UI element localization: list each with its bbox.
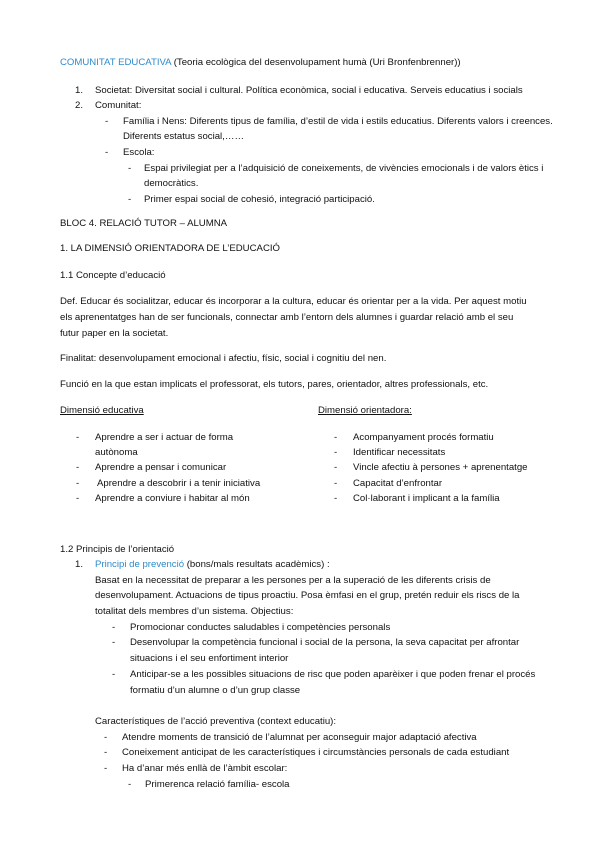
list-number: 1. <box>75 559 84 570</box>
principle-name: Principi de prevenció <box>95 559 185 570</box>
paragraph-line: Basat en la necessitat de preparar a les persones per a la superació de les diferents crisis de <box>95 575 491 586</box>
list-item: Primer espai social de cohesió, integració participació. <box>144 194 375 205</box>
dash-bullet: - <box>334 493 338 504</box>
paragraph: Finalitat: desenvolupament emocional i afectiu, físic, social i cognitiu del nen. <box>60 353 387 364</box>
principle-note: (bons/mals resultats acadèmics) : <box>184 559 330 570</box>
subheading: Característiques de l’acció preventiva (context educatiu): <box>95 716 337 727</box>
paragraph-line: totalitat dels membres d’un sistema. Objectius: <box>95 606 294 617</box>
list-number: 1. <box>75 85 84 96</box>
dimension-heading: Dimensió educativa <box>60 405 144 416</box>
list-item: Societat: Diversitat social i cultural. Política econòmica, social i educativa. Serveis educatius i socials <box>95 85 523 96</box>
section-heading: 1. LA DIMENSIÓ ORIENTADORA DE L’EDUCACIÓ <box>60 243 280 254</box>
dash-bullet: - <box>334 432 338 443</box>
dash-bullet: - <box>76 432 80 443</box>
dash-bullet: - <box>112 669 116 680</box>
bloc-heading: BLOC 4. RELACIÓ TUTOR – ALUMNA <box>60 218 228 229</box>
list-item-continued: situacions i el seu enfortiment interior <box>130 653 289 664</box>
paragraph: Funció en la que estan implicats el professorat, els tutors, pares, orientador, altres professionals, etc. <box>60 379 489 390</box>
list-number: 2. <box>75 100 84 111</box>
paragraph-line: els aprenentatges han de ser funcionals, connectar amb l’entorn dels alumnes i guardar relació amb el seu <box>60 312 514 323</box>
dash-bullet: - <box>76 462 80 473</box>
dash-bullet: - <box>334 447 338 458</box>
list-item-continued: formatiu d’un alumne o d’un grup classe <box>130 685 301 696</box>
dimension-heading: Dimensió orientadora: <box>318 405 412 416</box>
list-item: Atendre moments de transició de l’alumnat per aconseguir major adaptació afectiva <box>122 732 477 743</box>
title-highlight: COMUNITAT EDUCATIVA <box>60 57 172 68</box>
dash-bullet: - <box>104 732 108 743</box>
list-item: Capacitat d’enfrontar <box>353 478 443 489</box>
dash-bullet: - <box>128 163 132 174</box>
list-item-continued: democràtics. <box>144 178 199 189</box>
list-item: Coneixement anticipat de les característiques i circumstàncies personals de cada estudiant <box>122 747 510 758</box>
subsection-heading: 1.1 Concepte d’educació <box>60 270 166 281</box>
subsection-heading: 1.2 Principis de l’orientació <box>60 544 175 555</box>
dash-bullet: - <box>334 462 338 473</box>
paragraph-line: futur paper en la societat. <box>60 328 169 339</box>
list-item: Identificar necessitats <box>353 447 446 458</box>
list-item: Comunitat: <box>95 100 142 111</box>
list-item: Escola: <box>123 147 155 158</box>
dash-bullet: - <box>76 478 80 489</box>
list-item: Primerenca relació família- escola <box>145 779 290 790</box>
dash-bullet: - <box>128 779 132 790</box>
dash-bullet: - <box>128 194 132 205</box>
dash-bullet: - <box>112 637 116 648</box>
dash-bullet: - <box>104 747 108 758</box>
page-title <box>60 57 461 69</box>
list-item: Promocionar conductes saludables i competències personals <box>130 622 391 633</box>
list-item: Aprendre a ser i actuar de forma <box>95 432 234 443</box>
title-rest: (Teoria ecològica del desenvolupament humà (Uri Bronfenbrenner)) <box>171 57 461 68</box>
list-item: Col·laborant i implicant a la família <box>353 493 500 504</box>
list-item-continued: Diferents estatus social,…… <box>123 131 245 142</box>
principle-title <box>95 559 330 571</box>
list-item: Desenvolupar la competència funcional i social de la persona, la seva capacitat per afrontar <box>130 637 520 648</box>
list-item: Família i Nens: Diferents tipus de família, d’estil de vida i estils educatius. Diferents valors i creences. <box>123 116 553 127</box>
list-item: Aprendre a pensar i comunicar <box>95 462 227 473</box>
list-item: Ha d’anar més enllà de l’àmbit escolar: <box>122 763 288 774</box>
list-item: Espai privilegiat per a l’adquisició de coneixements, de vivències emocionals i de valors ètics i <box>144 163 544 174</box>
list-item: Aprendre a descobrir i a tenir iniciativa <box>97 478 261 489</box>
list-item: Anticipar-se a les possibles situacions de risc que poden aparèixer i que poden frenar el procés <box>130 669 536 680</box>
dash-bullet: - <box>76 493 80 504</box>
paragraph-line: desenvolupament. Actuacions de tipus proactiu. Posa èmfasi en el grup, pretén reduir els riscs de la <box>95 590 520 601</box>
list-item: Acompanyament procés formatiu <box>353 432 494 443</box>
dash-bullet: - <box>104 763 108 774</box>
dash-bullet: - <box>105 147 109 158</box>
dash-bullet: - <box>112 622 116 633</box>
list-item: Aprendre a conviure i habitar al món <box>95 493 250 504</box>
list-item-continued: autònoma <box>95 447 138 458</box>
list-item: Vincle afectiu à persones + aprenentatge <box>353 462 528 473</box>
dash-bullet: - <box>334 478 338 489</box>
dash-bullet: - <box>105 116 109 127</box>
paragraph-line: Def. Educar és socialitzar, educar és incorporar a la cultura, educar és orientar per a la vida. Per aquest motiu <box>60 296 527 307</box>
